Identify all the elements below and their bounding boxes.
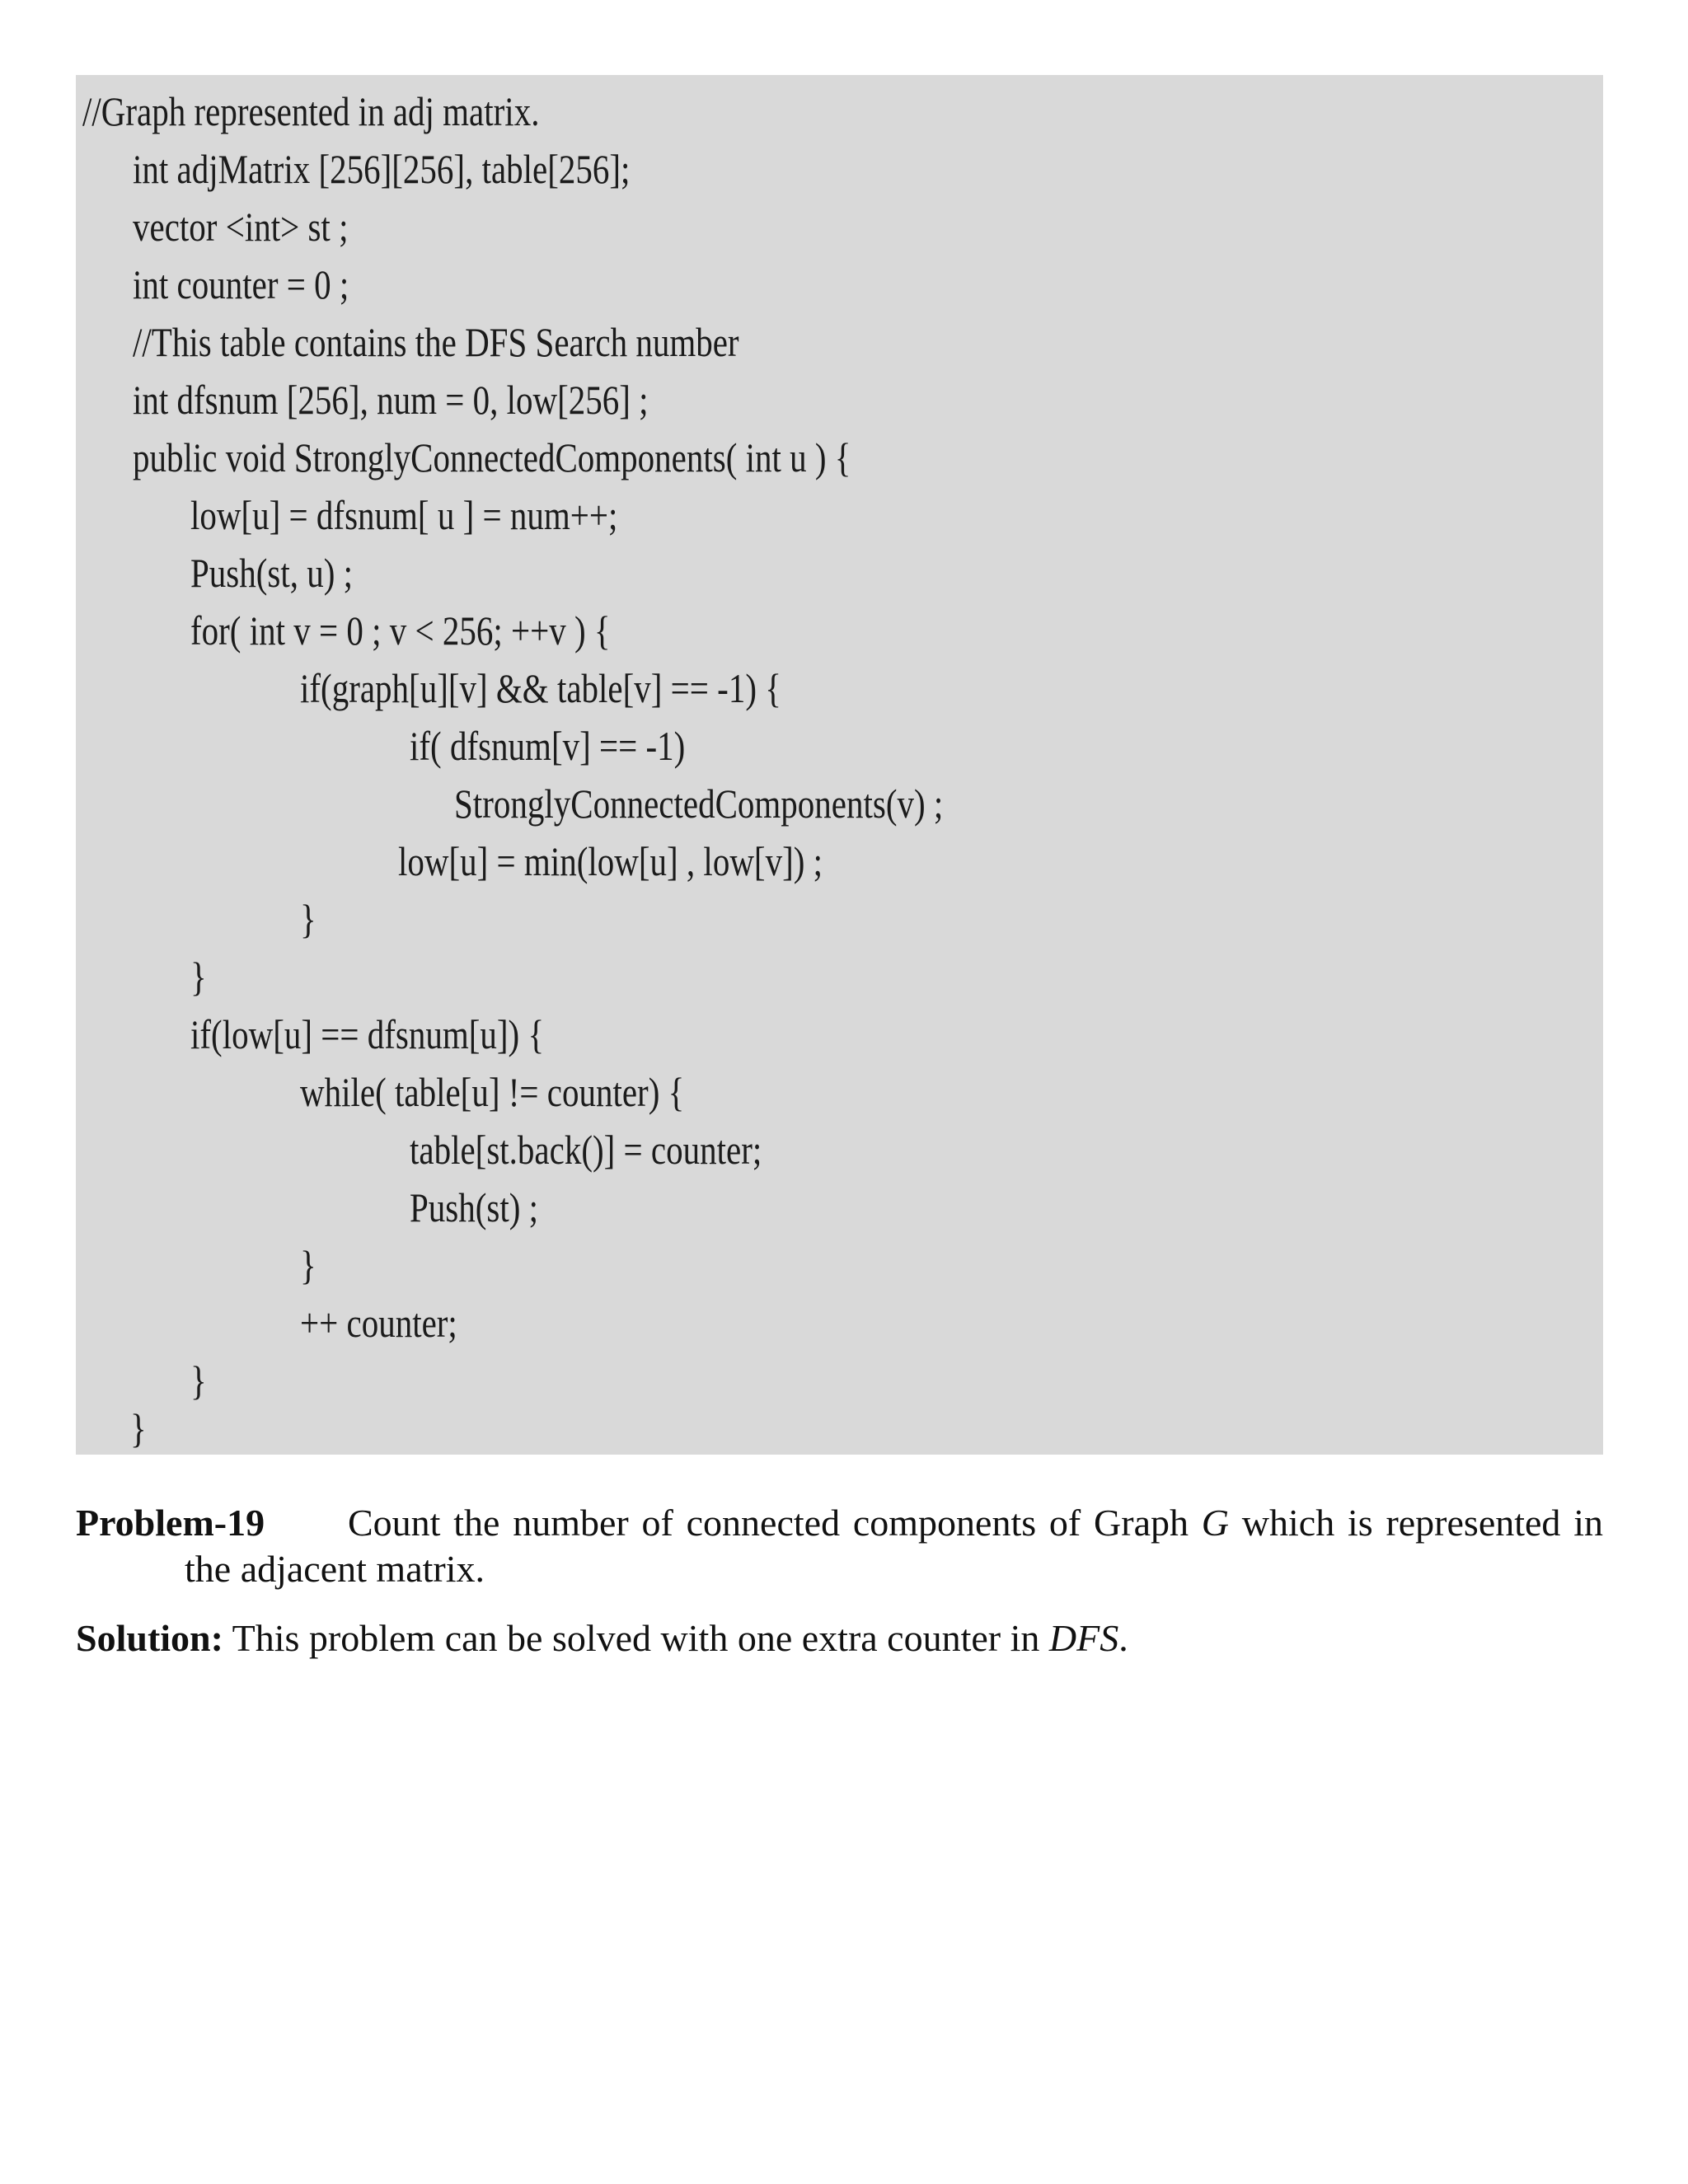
solution-label: Solution: xyxy=(76,1617,223,1659)
code-line: } xyxy=(190,954,207,1000)
code-block xyxy=(76,75,1603,1455)
code-line: table[st.back()] = counter; xyxy=(410,1127,762,1173)
code-line: } xyxy=(190,1357,207,1404)
code-line: StronglyConnectedComponents(v) ; xyxy=(454,780,944,827)
code-line: ++ counter; xyxy=(300,1300,457,1346)
solution-statement: Solution: This problem can be solved with one extra counter in DFS. xyxy=(76,1617,1128,1659)
problem-text: Count the number of connected components of Graph G which is represented in xyxy=(348,1502,1603,1544)
code-line: //This table contains the DFS Search number xyxy=(133,319,739,365)
code-line: } xyxy=(300,896,316,942)
code-line: public void StronglyConnectedComponents( int u ) { xyxy=(133,434,851,480)
solution-emphasis: DFS xyxy=(1048,1617,1119,1659)
code-line: int dfsnum [256], num = 0, low[256] ; xyxy=(133,377,649,423)
code-line: int counter = 0 ; xyxy=(133,261,349,307)
code-line: while( table[u] != counter) { xyxy=(300,1069,685,1115)
code-line: } xyxy=(130,1405,147,1451)
problem-label: Problem-19 xyxy=(76,1502,265,1544)
code-line: Push(st, u) ; xyxy=(190,550,354,596)
code-line: Push(st) ; xyxy=(410,1184,539,1230)
code-line: vector <int> st ; xyxy=(133,204,349,250)
code-line: for( int v = 0 ; v < 256; ++v ) { xyxy=(190,607,611,654)
code-line: } xyxy=(300,1242,316,1288)
problem-statement xyxy=(76,1500,1603,1592)
code-line: //Graph represented in adj matrix. xyxy=(82,88,540,134)
code-line: low[u] = min(low[u] , low[v]) ; xyxy=(398,838,823,884)
code-line: if( dfsnum[v] == -1) xyxy=(410,723,686,769)
solution-text: This problem can be solved with one extra counter in xyxy=(232,1617,1040,1659)
code-line: if(low[u] == dfsnum[u]) { xyxy=(190,1011,545,1057)
code-line: low[u] = dfsnum[ u ] = num++; xyxy=(190,492,618,538)
problem-text-continued: the adjacent matrix. xyxy=(185,1548,485,1590)
code-line: if(graph[u][v] && table[v] == -1) { xyxy=(300,665,781,711)
graph-variable: G xyxy=(1201,1502,1229,1544)
code-line: int adjMatrix [256][256], table[256]; xyxy=(133,146,631,192)
